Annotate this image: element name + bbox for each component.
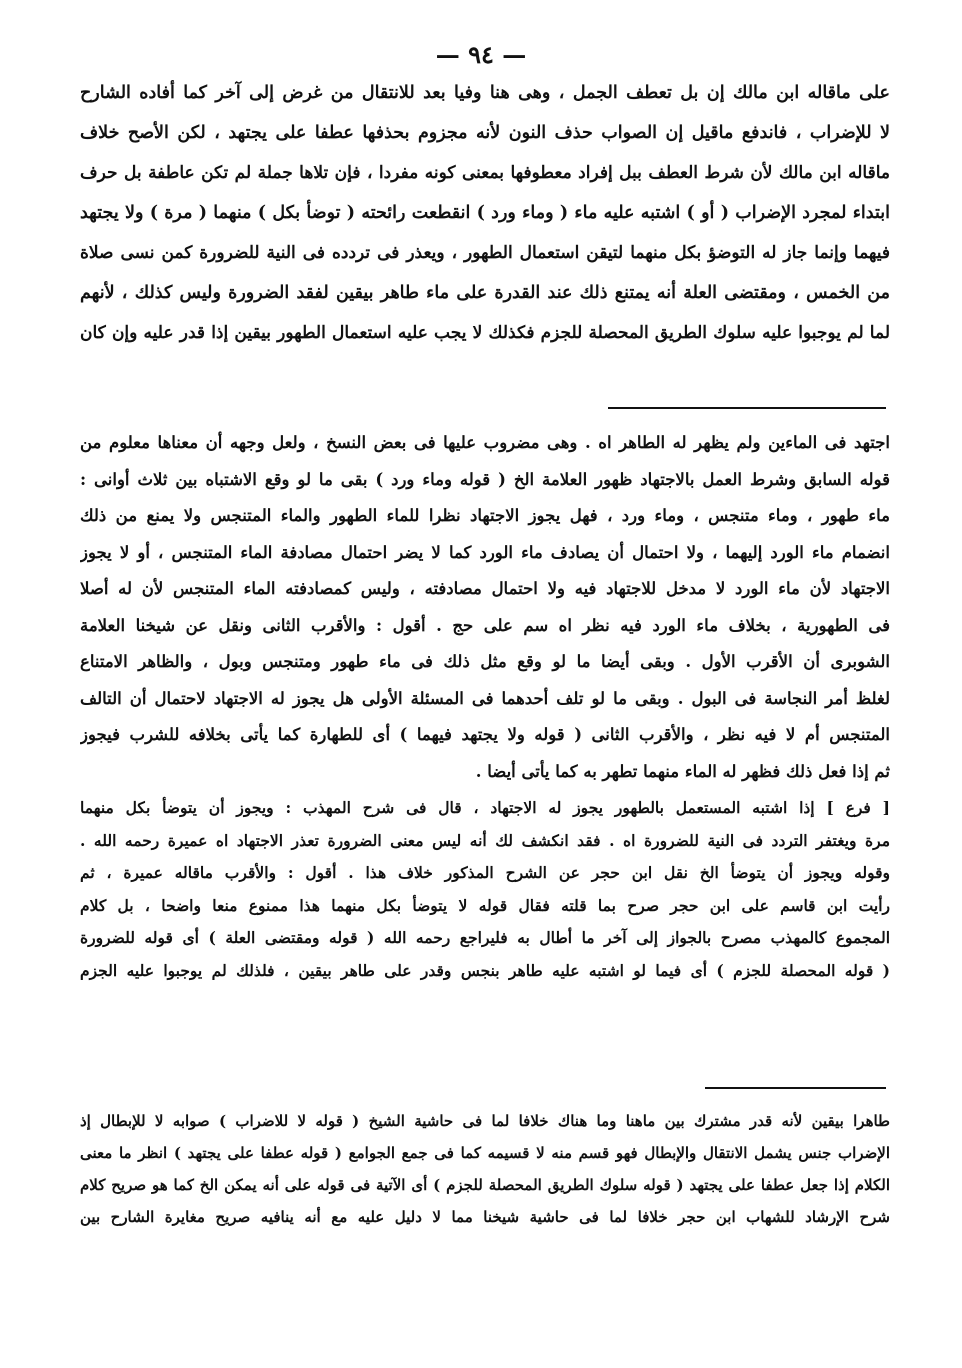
commentary-line: رأيت ابن قاسم على ابن حجر صرح بما قلته فقال قوله لا يتوضأ بكل منهما هذا ممنوع منعا واضحا ، بل كلام: [80, 895, 890, 915]
commentary-line: [ فرع ] إذا اشتبه المستعمل بالطهور يجوز له الاجتهاد ، قال فى شرح المهذب : ويجوز أن يتوضأ بكل منهما: [80, 798, 890, 817]
commentary-line: لغلظ أمر النجاسة فى البول . وبقى ما لو تلف أحدهما فى المسئلة الأولى هل يجوز له الاجتهاد لاحتمال أن التالف: [80, 688, 890, 708]
section-divider: [705, 1087, 886, 1089]
commentary-line: انضمام ماء الورد إليهما ، ولا احتمال أن يصادف ماء الورد كما لا يضر احتمال مصادفة الماء المتنجس ، أو لا يجوز: [80, 542, 890, 562]
commentary-line: طاهرا بيقين لأنه قدر مشترك بين ماهنا وما هناك خلافا لما فى حاشية الشيخ ( قوله لا للاضراب ) صوابه لا للإبطال إذ: [80, 1112, 890, 1130]
commentary-line: اجتهد فى الماءين ولم يظهر له الطاهر اه . وهى مضروب عليها فى بعض النسخ ، ولعل وجهه أن معناها معلوم من: [80, 433, 890, 452]
commentary-line: المتنجس أم لا فيه نظر ، والأقرب الثانى ( قوله ولا يجتهد فيهما ) أى للطهارة كما يأتى بخلافه للشرب فيجوز: [80, 725, 890, 744]
commentary-line: وقوله ويجوز أن يتوضأ الخ نقل ابن حجر عن الشرح المذكور خلاف هذا . أقول : والأقرب ماقاله عميرة ، ثم: [80, 863, 890, 882]
commentary-line: ( قوله المحصلة للجزم ) أى فيما لو اشتبه عليه طاهر بنجس وقدر على طاهر بيقين ، فلذلك لم يوجبوا عليه الجزم: [80, 960, 890, 980]
commentary-line: الكلام إذا جعل عطفا على يجتهد ( قوله سلوك الطريق المحصلة للجزم ) أى الآتية فى قوله على أنه يمكن الخ كما هو صريح كلام: [80, 1176, 890, 1194]
commentary-line: قوله السابق وشرط العمل بالاجتهاد ظهور العلامة الخ ( قوله وماء ورد ) بقى ما لو وقع الاشتباه بين ثلاث أوانى :: [80, 469, 890, 489]
commentary-line: الإضراب جنس يشمل الانتقال والإبطال فهو قسم منه لا قسيمه كما فى جمع الجوامع ( قوله عطفا على يجتهد ) انظر ما معنى: [80, 1144, 890, 1162]
main-text-line: فيهما وإنما جاز له التوضؤ بكل منهما لتيقن استعمال الطهور ، ويعذر فى تردده فى النية للضرورة كمن نسى صلاة: [80, 243, 890, 263]
commentary-line: المجموع كالمهذب مصرح بالجواز إلى آخر ما أطال به فليراجع رحمه الله ( قوله ومقتضى العلة ) أى قوله للضرورة: [80, 928, 890, 947]
commentary-line: الشوبرى أن الأقرب الأول . وبقى أيضا ما لو وقع مثل ذلك فى ماء طهور ومتنجس وبول ، والظاهر الامتناع: [80, 652, 890, 671]
page-number: — ٩٤ —: [435, 40, 527, 69]
main-text-line: ابتداء لمجرد الإضراب ( أو ) اشتبه عليه ماء ( وماء ورد ) انقطعت رائحته ( توضأ بكل ) منهما ( مرة ) ولا يجتهد: [80, 203, 890, 223]
commentary-block-one: [80, 425, 890, 790]
commentary-line: ماء طهور ، وماء متنجس ، وماء ورد ، فهل يجوز الاجتهاد نظرا للماء الطهور والماء المتنجس ولا يمنع من ذلك: [80, 506, 890, 525]
main-text-line: من الخمس ، ومقتضى العلة أنه يمتنع ذلك عند القدرة على ماء طاهر بيقين لفقد الضرورة وليس كذلك ، لأنهم: [80, 283, 890, 303]
main-text: [80, 73, 890, 353]
commentary-line: مرة ويغتفر التردد فى النية للضرورة اه . فقد انكشف لك أنه ليس معنى الضرورة تعذر الاجتهاد اه عميرة رحمه الله .: [80, 830, 890, 850]
commentary-line: الاجتهاد لأن ماء الورد لا مدخل للاجتهاد فيه ولا احتمال مصادفته ، وليس كمصادفته الماء المتنجس لأن له أصلا: [80, 579, 890, 598]
commentary-line: شرح الإرشاد للشهاب ابن حجر خلافا لما فى حاشية شيخنا مما لا دليل عليه مع أنه ينافيه صريح مغايرة الشارح بين: [80, 1208, 890, 1226]
main-text-line: لما لم يوجبوا عليه سلوك الطريق المحصلة للجزم فكذلك لا يجب عليه استعمال الطهور بيقين إذا قدر عليه وإن كان: [80, 323, 890, 343]
section-divider: [608, 407, 886, 409]
commentary-block-two: [80, 792, 890, 987]
commentary-line: فى الطهورية ، بخلاف ماء الورد فيه نظر اه سم على حج . أقول : والأقرب الثانى ونقل عن شيخنا العلامة: [80, 615, 890, 635]
main-text-line: على ماقاله ابن مالك إن بل تعطف الجمل ، وهى هنا وفيا بعد للانتقال من غرض إلى آخر كما أفاده الشارح: [80, 83, 890, 103]
main-text-line: ماقاله ابن مالك لأن شرط العطف ببل إفراد معطوفها بمعنى كونه مفردا ، فإن تلاها جملة لم تكن عاطفة بل حرف: [80, 163, 890, 183]
commentary-block-three: [80, 1105, 890, 1233]
commentary-line: ثم إذا فعل ذلك فظهر له الماء منهما تطهر به كما يأتى أيضا .: [475, 761, 890, 781]
main-text-line: لا للإضراب ، فاندفع ماقيل إن الصواب حذف النون لأنه مجزوم بحذفها عطفا على يجتهد ، لكن الأصح خلاف: [80, 123, 890, 143]
